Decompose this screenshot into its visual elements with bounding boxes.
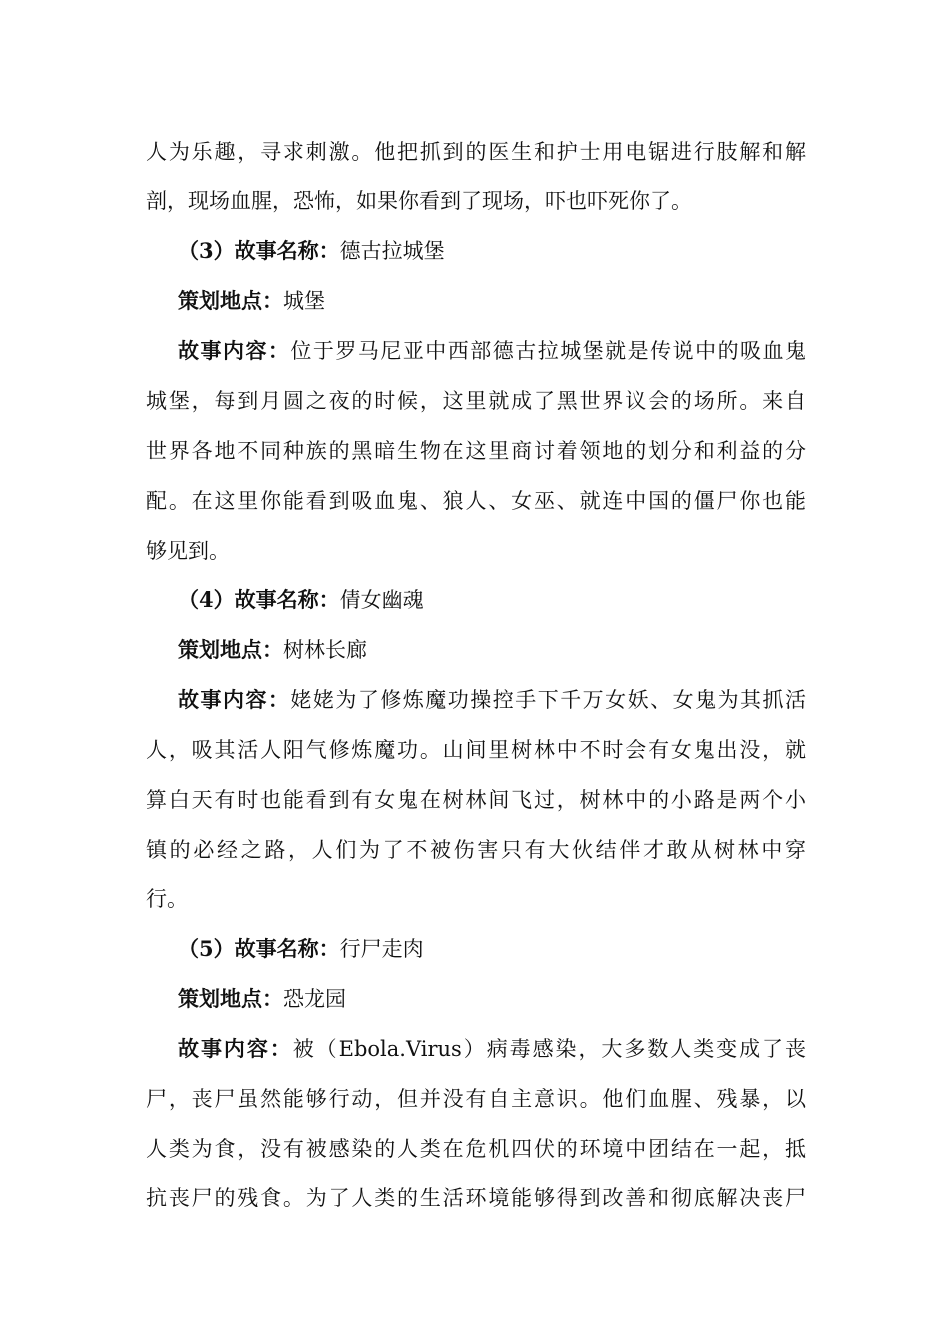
story5-title	[178, 934, 806, 964]
location-value: 树林长廊	[283, 638, 367, 662]
location-value: 城堡	[283, 289, 325, 313]
story5-location	[178, 984, 806, 1014]
story-name-value: 德古拉城堡	[339, 239, 445, 263]
story3-location	[178, 286, 806, 316]
story3-content-line-5: 够见到。	[146, 539, 230, 563]
story3-title	[178, 236, 806, 266]
story-name-label: （3）故事名称：	[178, 238, 340, 263]
intro-line-2: 剖，现场血腥，恐怖，如果你看到了现场，吓也吓死你了。	[146, 189, 692, 213]
story-name-value: 行尸走肉	[339, 937, 424, 961]
story-name-label: （5）故事名称：	[178, 936, 340, 961]
story3-content-line-3: 世界各地不同种族的黑暗生物在这里商讨着领地的划分和利益的分	[146, 439, 806, 463]
story4-content-line-2: 人，吸其活人阳气修炼魔功。山间里树林中不时会有女鬼出没，就	[146, 738, 806, 762]
location-label: 策划地点：	[178, 986, 283, 1011]
story4-content-line-3: 算白天有时也能看到有女鬼在树林间飞过，树林中的小路是两个小	[146, 788, 806, 812]
story4-content-line-1	[178, 685, 806, 715]
story3-content-line-2: 城堡，每到月圆之夜的时候，这里就成了黑世界议会的场所。来自	[146, 389, 806, 413]
location-label: 策划地点：	[178, 288, 283, 313]
content-text: 被（Ebola.Virus）病毒感染，大多数人类变成了丧	[292, 1037, 806, 1061]
story5-content-line-4: 抗丧尸的残食。为了人类的生活环境能够得到改善和彻底解决丧尸	[146, 1186, 806, 1210]
story5-content-line-2: 尸，丧尸虽然能够行动，但并没有自主意识。他们血腥、残暴，以	[146, 1087, 806, 1111]
intro-line-1: 人为乐趣，寻求刺激。他把抓到的医生和护士用电锯进行肢解和解	[146, 140, 806, 164]
story5-content-line-3: 人类为食，没有被感染的人类在危机四伏的环境中团结在一起，抵	[146, 1137, 806, 1161]
story3-content-line-4: 配。在这里你能看到吸血鬼、狼人、女巫、就连中国的僵尸你也能	[146, 489, 806, 513]
story5-content-line-1	[178, 1034, 806, 1064]
story4-content-line-4: 镇的必经之路，人们为了不被伤害只有大伙结伴才敢从树林中穿	[146, 838, 806, 862]
content-text: 姥姥为了修炼魔功操控手下千万女妖、女鬼为其抓活	[290, 688, 807, 712]
content-label: 故事内容：	[178, 687, 291, 712]
story4-content-line-5: 行。	[146, 887, 188, 911]
story-name-value: 倩女幽魂	[339, 588, 424, 612]
content-text: 位于罗马尼亚中西部德古拉城堡就是传说中的吸血鬼	[290, 339, 807, 363]
story3-content-line-1	[178, 336, 806, 366]
story4-title	[178, 585, 806, 615]
content-label: 故事内容：	[178, 338, 291, 363]
content-label: 故事内容：	[178, 1036, 293, 1061]
story4-location	[178, 635, 806, 665]
story-name-label: （4）故事名称：	[178, 587, 340, 612]
location-label: 策划地点：	[178, 637, 283, 662]
location-value: 恐龙园	[283, 987, 346, 1011]
